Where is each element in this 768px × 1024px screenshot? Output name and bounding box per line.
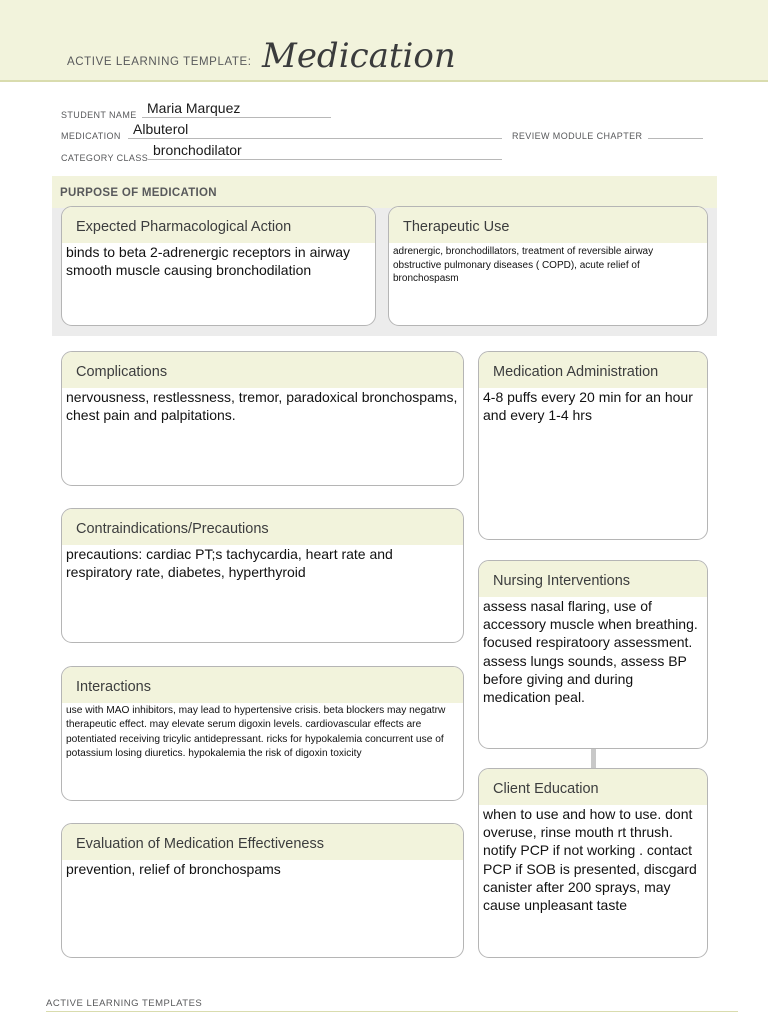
evaluation-body[interactable]: prevention, relief of bronchospams — [66, 861, 281, 877]
complications-body[interactable]: nervousness, restlessness, tremor, paradoxical bronchospams, chest pain and palpitations. — [66, 389, 458, 424]
interactions-box — [61, 666, 464, 801]
therapeutic-use-box — [388, 206, 708, 326]
student-name-label: STUDENT NAME — [61, 110, 137, 120]
category-class-value[interactable]: bronchodilator — [153, 142, 242, 158]
medication-administration-title: Medication Administration — [479, 352, 707, 388]
box-connector — [591, 749, 596, 768]
nursing-interventions-box — [478, 560, 708, 749]
page-title: Medication — [262, 36, 456, 76]
medication-administration-box — [478, 351, 708, 540]
medication-label: MEDICATION — [61, 131, 121, 141]
complications-title: Complications — [62, 352, 463, 388]
medication-administration-body[interactable]: 4-8 puffs every 20 min for an hour and every 1-4 hrs — [483, 389, 693, 424]
student-name-value[interactable]: Maria Marquez — [147, 100, 241, 116]
contraindications-body[interactable]: precautions: cardiac PT;s tachycardia, heart rate and respiratory rate, diabetes, hyperthyroid — [66, 546, 393, 581]
contraindications-title: Contraindications/Precautions — [62, 509, 463, 545]
student-name-line — [142, 117, 331, 118]
evaluation-title: Evaluation of Medication Effectiveness — [62, 824, 463, 860]
footer-divider — [46, 1011, 738, 1012]
category-class-line — [148, 159, 502, 160]
medication-value[interactable]: Albuterol — [133, 121, 189, 137]
footer-text: ACTIVE LEARNING TEMPLATES — [46, 998, 203, 1009]
client-education-body[interactable]: when to use and how to use. dont overuse, rinse mouth rt thrush. notify PCP if not working . contact PCP if SOB is presented, discgard canister after 200 sprays, may cause unpleasant taste — [483, 806, 697, 914]
evaluation-box — [61, 823, 464, 958]
expected-action-box — [61, 206, 376, 326]
purpose-title: PURPOSE OF MEDICATION — [60, 187, 217, 199]
nursing-interventions-title: Nursing Interventions — [479, 561, 707, 597]
interactions-body[interactable]: use with MAO inhibitors, may lead to hypertensive crisis. beta blockers may negatrw therapeutic effect. may elevate serum digoxin levels. cardiovascular effects are potentiated receiving tricylic antidepressant. ricks for hypokalemia concurrent use of potassium losing diuretics. hypokalemia the risk of digoxin toxicity — [66, 705, 446, 760]
medication-line — [128, 138, 502, 139]
therapeutic-use-body[interactable]: adrenergic, bronchodillators, treatment of reversible airway obstructive pulmonary diseases ( COPD), acute relief of bronchospasm — [393, 246, 654, 285]
interactions-title: Interactions — [62, 667, 463, 703]
complications-box — [61, 351, 464, 486]
client-education-box — [478, 768, 708, 958]
expected-action-body[interactable]: binds to beta 2-adrenergic receptors in airway smooth muscle causing bronchodilation — [66, 244, 351, 279]
expected-action-title: Expected Pharmacological Action — [62, 207, 375, 243]
review-module-line[interactable] — [648, 138, 703, 139]
client-education-title: Client Education — [479, 769, 707, 805]
therapeutic-use-title: Therapeutic Use — [389, 207, 707, 243]
category-class-label: CATEGORY CLASS — [61, 153, 149, 163]
template-label: ACTIVE LEARNING TEMPLATE: — [67, 56, 252, 68]
contraindications-box — [61, 508, 464, 643]
review-module-label: REVIEW MODULE CHAPTER — [512, 131, 643, 141]
nursing-interventions-body[interactable]: assess nasal flaring, use of accessory muscle when breathing. focused respiratoory assessment. assess lungs sounds, assess BP before giving and during medication peal. — [483, 598, 698, 706]
